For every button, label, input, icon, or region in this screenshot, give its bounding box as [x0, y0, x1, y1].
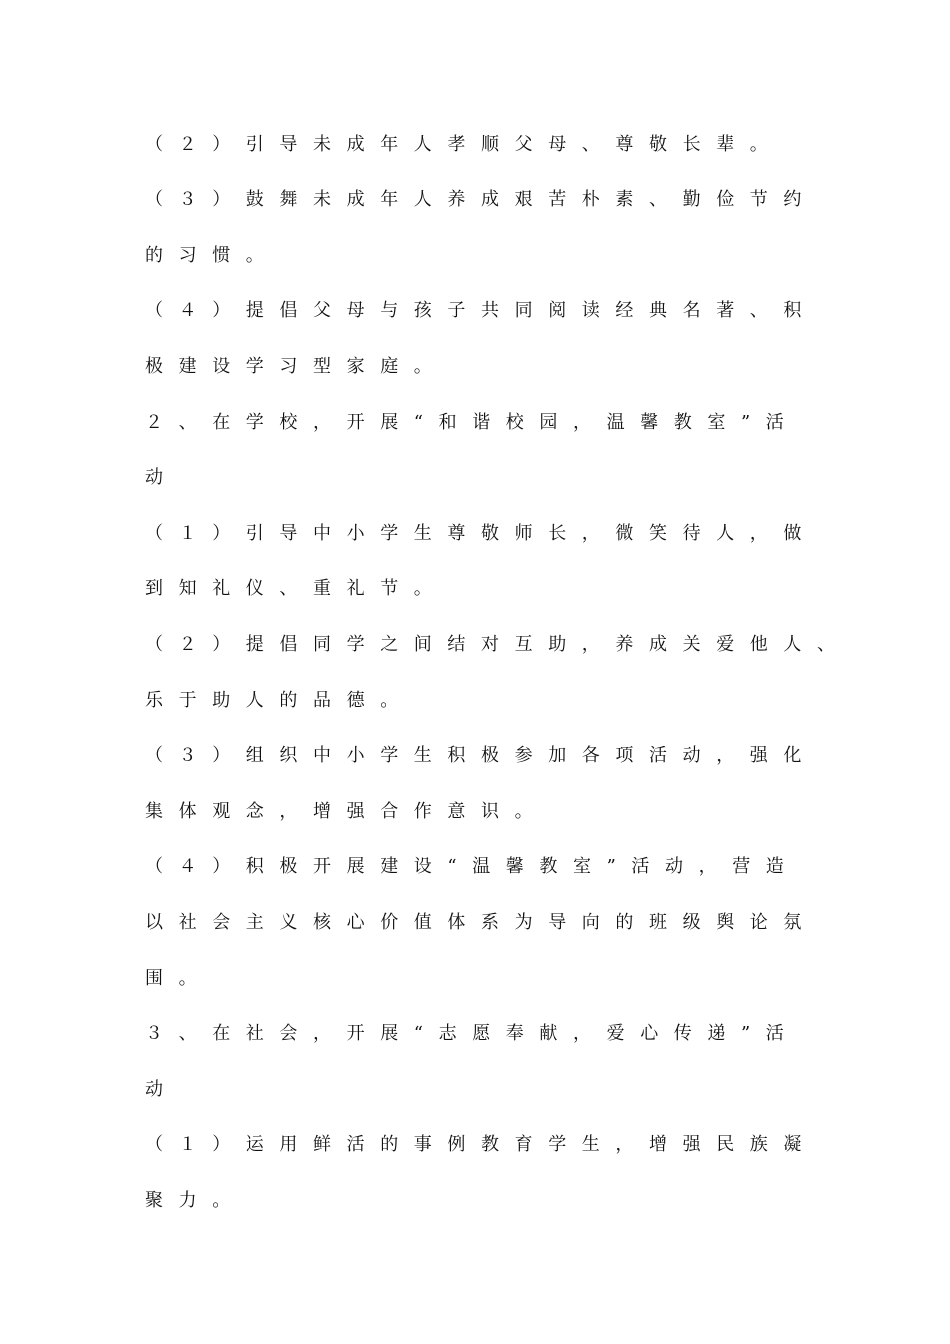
text-line: 到知礼仪、重礼节。 [145, 578, 448, 599]
text-line: （３）组织中小学生积极参加各项活动，强化 [145, 745, 817, 766]
text-line: （３）鼓舞未成年人养成艰苦朴素、勤俭节约 [145, 189, 817, 210]
text-line: （１）运用鲜活的事例教育学生，增强民族凝 [145, 1134, 817, 1155]
text-line: ２、在学校，开展“和谐校园，温馨教室”活 [145, 412, 800, 433]
text-line: 乐于助人的品德。 [145, 690, 414, 711]
text-line: 围。 [145, 968, 213, 989]
text-line: 动 [145, 467, 179, 488]
text-line: 集体观念，增强合作意识。 [145, 801, 549, 822]
text-line: 聚力。 [145, 1190, 246, 1211]
text-line: （２）提倡同学之间结对互助，养成关爱他人、 [145, 634, 851, 655]
text-line: （４）积极开展建设“温馨教室”活动，营造 [145, 856, 800, 877]
text-line: 以社会主义核心价值体系为导向的班级舆论氛 [145, 912, 817, 933]
text-line: （１）引导中小学生尊敬师长，微笑待人，做 [145, 523, 817, 544]
text-line: 极建设学习型家庭。 [145, 356, 448, 377]
text-line: 动 [145, 1079, 179, 1100]
text-line: （４）提倡父母与孩子共同阅读经典名著、积 [145, 300, 817, 321]
text-line: 的习惯。 [145, 245, 280, 266]
text-line: （２）引导未成年人孝顺父母、尊敬长辈。 [145, 134, 784, 155]
text-line: ３、在社会，开展“志愿奉献，爱心传递”活 [145, 1023, 800, 1044]
